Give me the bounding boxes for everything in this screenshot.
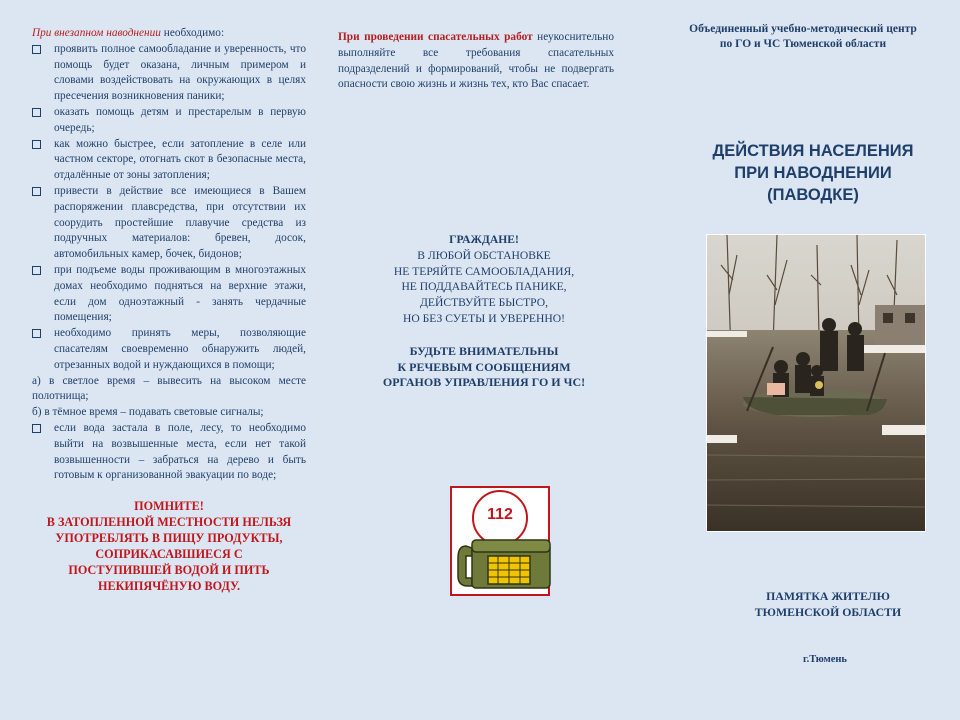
intro-rest: необходимо:: [160, 27, 225, 39]
attention-line: К РЕЧЕВЫМ СООБЩЕНИЯМ: [397, 359, 571, 374]
organization-line: Объединенный учебно-методический центр: [689, 23, 917, 35]
memo-line: ПАМЯТКА ЖИТЕЛЮ: [766, 589, 890, 603]
checkbox-bullet-icon: [32, 140, 41, 149]
citizens-line: НЕ ПОДДАВАЙТЕСЬ ПАНИКЕ,: [401, 280, 567, 294]
bullet-text: при подъеме воды проживающим в многоэтажных домах необходимо подняться на верхние этажи, если дом одноэтажный - занять чердачные помещения;: [54, 263, 306, 324]
attention-line: ОРГАНОВ УПРАВЛЕНИЯ ГО И ЧС!: [382, 375, 586, 389]
rescue-rest: неукоснительно выполняйте все требования спасательных подразделений и формирований, чтобы не подвергать опасности свою жизнь и жизнь тех, кто Вас спасает.: [338, 31, 614, 91]
bullet-item: [32, 105, 306, 137]
rescue-paragraph: [338, 30, 614, 93]
bullet-item: [32, 137, 306, 184]
bullet-item: [32, 184, 306, 263]
organization-name: [660, 22, 946, 52]
signal-day: а) в светлое время – вывесить на высоком месте полотнища;: [32, 374, 306, 403]
checkbox-bullet-icon: [32, 45, 41, 54]
remember-line: В ЗАТОПЛЕННОЙ МЕСТНОСТИ НЕЛЬЗЯ: [46, 515, 292, 530]
bullet-item: [32, 326, 306, 373]
intro-paragraph: [32, 26, 306, 42]
column-left: [32, 26, 306, 594]
citizens-lines: [360, 248, 608, 327]
remember-warning: [32, 498, 306, 594]
checkbox-bullet-icon: [32, 266, 41, 275]
leaflet-title: [680, 140, 946, 206]
memo-subtitle: [730, 588, 926, 620]
remember-line: ПОСТУПИВШЕЙ ВОДОЙ И ПИТЬ: [68, 563, 270, 578]
bullet-text: оказать помощь детям и престарелым в первую очередь;: [54, 105, 306, 134]
citizens-line: НЕ ТЕРЯЙТЕ САМООБЛАДАНИЯ,: [393, 264, 575, 278]
intro-lead: При внезапном наводнении: [32, 27, 161, 39]
checkbox-bullet-icon: [32, 108, 41, 117]
remember-line: ПОМНИТЕ!: [134, 499, 204, 514]
bullet-item: [32, 421, 306, 484]
citizens-line: ДЕЙСТВУЙТЕ БЫСТРО,: [419, 296, 549, 310]
bullet-text: проявить полное самообладание и уверенность, что помощь будет оказана, личным примером и словами воздействовать на окружающих в целях пресечения возникновения паники;: [54, 42, 306, 103]
remember-line: НЕКИПЯЧЁНУЮ ВОДУ.: [97, 579, 240, 594]
bullet-list-a: [32, 42, 306, 374]
title-line: ДЕЙСТВИЯ НАСЕЛЕНИЯ: [712, 142, 914, 160]
remember-line: УПОТРЕБЛЯТЬ В ПИЩУ ПРОДУКТЫ,: [55, 531, 283, 546]
emergency-phone-box: [450, 486, 550, 596]
checkbox-bullet-icon: [32, 329, 41, 338]
bullet-list-b: [32, 421, 306, 484]
checkbox-bullet-icon: [32, 424, 41, 433]
bullet-text: привести в действие все имеющиеся в Вашем распоряжении плавсредства, при отсутствии их соорудить простейшие плавучие средства из подручных материалов: бревен, досок, автомобильных камер, бочек, бидонов;: [54, 184, 306, 261]
rescue-lead: При проведении спасательных работ: [338, 31, 533, 43]
signal-night: б) в тёмное время – подавать световые сигналы;: [32, 406, 264, 419]
column-middle: [338, 30, 614, 93]
flood-rescue-photo: [706, 234, 926, 532]
title-line: ПРИ НАВОДНЕНИИ: [734, 164, 892, 182]
emergency-number: 112: [487, 506, 513, 523]
checkbox-bullet-icon: [32, 187, 41, 196]
bullet-item: [32, 42, 306, 105]
organization-line: по ГО и ЧС Тюменской области: [719, 38, 887, 50]
bullet-item: [32, 263, 306, 326]
citizens-appeal: [360, 232, 608, 327]
remember-line: СОПРИКАСАВШИЕСЯ С: [95, 547, 243, 562]
telephone-icon: [452, 538, 552, 594]
attention-notice: [358, 344, 610, 391]
attention-line: БУДЬТЕ ВНИМАТЕЛЬНЫ: [409, 344, 559, 358]
flood-boat-image: [707, 235, 925, 531]
citizens-heading: ГРАЖДАНЕ!: [449, 233, 519, 246]
title-line: (ПАВОДКЕ): [767, 186, 859, 204]
bullet-text: как можно быстрее, если затопление в селе или частном секторе, отогнать скот в безопасные места, отдалённые от зоны затопления;: [54, 137, 306, 182]
city-name: г.Тюмень: [803, 654, 847, 665]
bullet-text: если вода застала в поле, лесу, то необходимо выйти на возвышенные места, если нет такой возвышенности – забраться на дерево и быть готовым к организованной эвакуации по воде;: [54, 421, 306, 482]
citizens-line: В ЛЮБОЙ ОБСТАНОВКЕ: [417, 248, 551, 262]
citizens-line: НО БЕЗ СУЕТЫ И УВЕРЕННО!: [403, 311, 565, 325]
memo-line: ТЮМЕНСКОЙ ОБЛАСТИ: [754, 605, 902, 619]
bullet-text: необходимо принять меры, позволяющие спасателям своевременно обнаружить людей, отрезанных водой и нуждающихся в помощи;: [54, 327, 306, 371]
